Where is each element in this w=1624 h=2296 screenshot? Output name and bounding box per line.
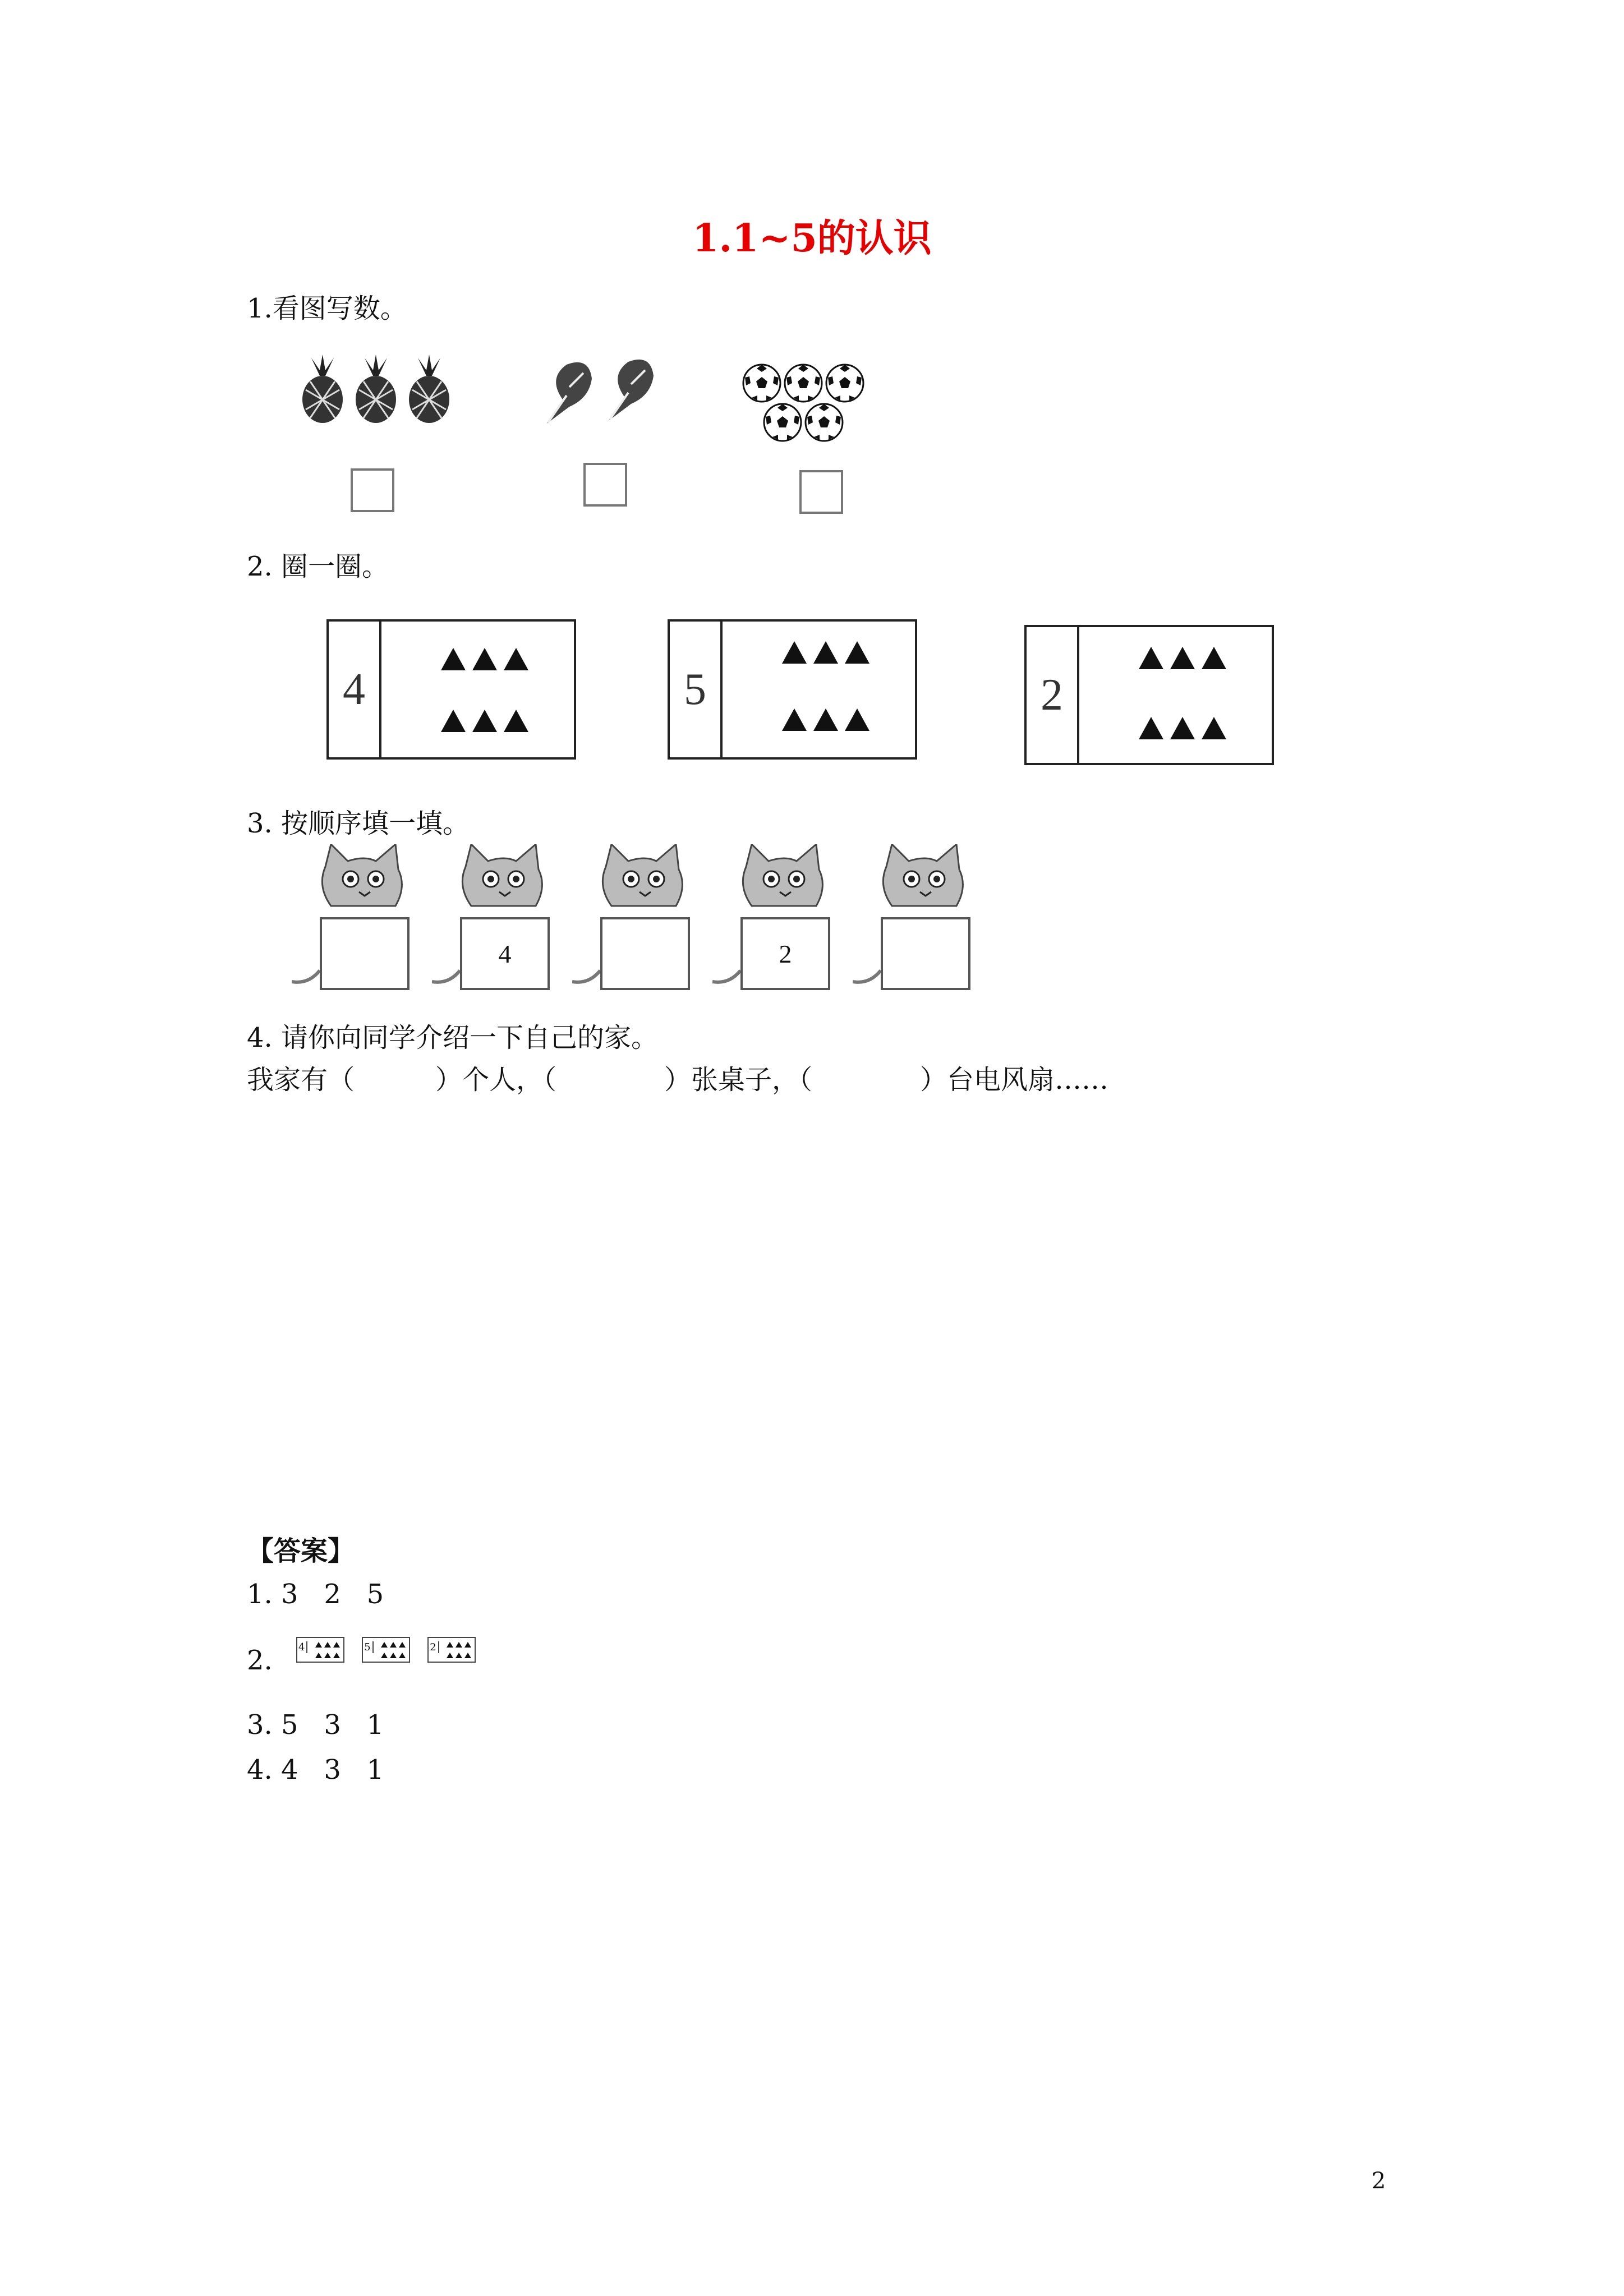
mini-card: [362, 1637, 410, 1663]
answer-2-label: 2.: [247, 1645, 273, 1676]
cat-number-box[interactable]: 4: [460, 917, 550, 990]
cat-card: [432, 844, 555, 996]
mini-card: [296, 1637, 344, 1663]
soccer-ball-icon: [764, 404, 801, 441]
triangle-icon: [813, 708, 838, 731]
circle-card[interactable]: [668, 619, 917, 760]
triangle-row: [441, 645, 531, 673]
mini-card-number: 5: [364, 1641, 373, 1653]
triangle-row: [1139, 714, 1229, 742]
triangle-icon: [464, 1642, 471, 1648]
answer-box-cabbage[interactable]: [583, 463, 627, 507]
triangle-icon: [464, 1653, 471, 1658]
circle-card[interactable]: [326, 619, 576, 760]
card-number: 4: [329, 622, 381, 757]
triangle-icon: [1139, 717, 1163, 739]
triangle-icon: [390, 1642, 397, 1648]
pineapple-icon: [356, 355, 396, 423]
triangle-row: [441, 707, 531, 735]
triangle-icon: [472, 648, 497, 670]
triangle-icon: [324, 1653, 331, 1658]
cat-card: [853, 844, 976, 996]
triangle-icon: [399, 1653, 406, 1658]
card-number: 5: [670, 622, 723, 757]
triangle-row: [782, 706, 872, 734]
triangle-icon: [399, 1642, 406, 1648]
card-number: 2: [1027, 627, 1079, 763]
cat-card: [572, 844, 696, 996]
triangle-icon: [1202, 717, 1226, 739]
triangle-icon: [782, 641, 807, 664]
cat-card: [292, 844, 415, 996]
triangle-icon: [782, 708, 807, 731]
triangle-icon: [381, 1653, 388, 1658]
triangle-icon: [504, 710, 528, 732]
answer-3: 3. 5 3 1: [247, 1709, 384, 1741]
triangle-icon: [472, 710, 497, 732]
triangle-icon: [1170, 717, 1195, 739]
cat-number-box[interactable]: [320, 917, 410, 990]
triangle-icon: [333, 1642, 340, 1648]
soccer-ball-icon: [743, 365, 780, 402]
triangle-icon: [456, 1642, 462, 1648]
mini-card-number: 4: [298, 1641, 307, 1653]
mini-card-number: 2: [430, 1641, 439, 1653]
soccer-ball-icon: [806, 404, 843, 441]
answers-heading: 【答案】: [247, 1535, 355, 1567]
triangle-icon: [456, 1653, 462, 1658]
question-1-label: 1.看图写数。: [247, 293, 407, 324]
cabbage-icon: [609, 360, 654, 421]
answer-box-soccer[interactable]: [799, 470, 843, 514]
triangle-icon: [333, 1653, 340, 1658]
triangle-icon: [1139, 647, 1163, 669]
pineapple-icon: [302, 355, 343, 423]
question-4-label: 4. 请你向同学介绍一下自己的家。: [247, 1022, 659, 1053]
triangle-icon: [447, 1653, 453, 1658]
triangle-icon: [441, 710, 466, 732]
soccer-ball-group: [740, 362, 869, 446]
question-3-label: 3. 按顺序填一填。: [247, 808, 470, 839]
triangle-icon: [315, 1653, 322, 1658]
soccer-ball-icon: [785, 365, 822, 402]
triangle-icon: [390, 1653, 397, 1658]
soccer-ball-icon: [826, 365, 863, 402]
page-title: 1.1~5的认识: [692, 216, 932, 261]
triangle-icon: [1170, 647, 1195, 669]
triangle-icon: [845, 708, 869, 731]
answer-1: 1. 3 2 5: [247, 1579, 384, 1610]
cabbage-group: [536, 356, 665, 429]
triangle-icon: [324, 1642, 331, 1648]
question-4-sentence: 我家有（ ）个人，（ ）张桌子，（ ）台电风扇……: [247, 1064, 1109, 1096]
pineapple-icon: [409, 355, 449, 423]
cat-number-box[interactable]: [881, 917, 970, 990]
triangle-icon: [845, 641, 869, 664]
triangle-icon: [1202, 647, 1226, 669]
triangle-icon: [315, 1642, 322, 1648]
page-number: 2: [1372, 2168, 1386, 2194]
triangle-icon: [441, 648, 466, 670]
answer-4: 4. 4 3 1: [247, 1754, 384, 1786]
pineapple-group: [295, 353, 457, 426]
question-2-label: 2. 圈一圈。: [247, 551, 389, 582]
mini-card: [427, 1637, 476, 1663]
cat-number-box[interactable]: 2: [740, 917, 830, 990]
cabbage-icon: [547, 362, 592, 424]
answer-2-cards: [296, 1637, 490, 1663]
triangle-icon: [813, 641, 838, 664]
triangle-icon: [381, 1642, 388, 1648]
cat-number-box[interactable]: [600, 917, 690, 990]
cat-card: [712, 844, 836, 996]
triangle-row: [1139, 644, 1229, 672]
triangle-icon: [447, 1642, 453, 1648]
triangle-icon: [504, 648, 528, 670]
triangle-row: [782, 638, 872, 666]
answer-box-pineapple[interactable]: [351, 468, 394, 512]
circle-card[interactable]: [1024, 625, 1274, 765]
